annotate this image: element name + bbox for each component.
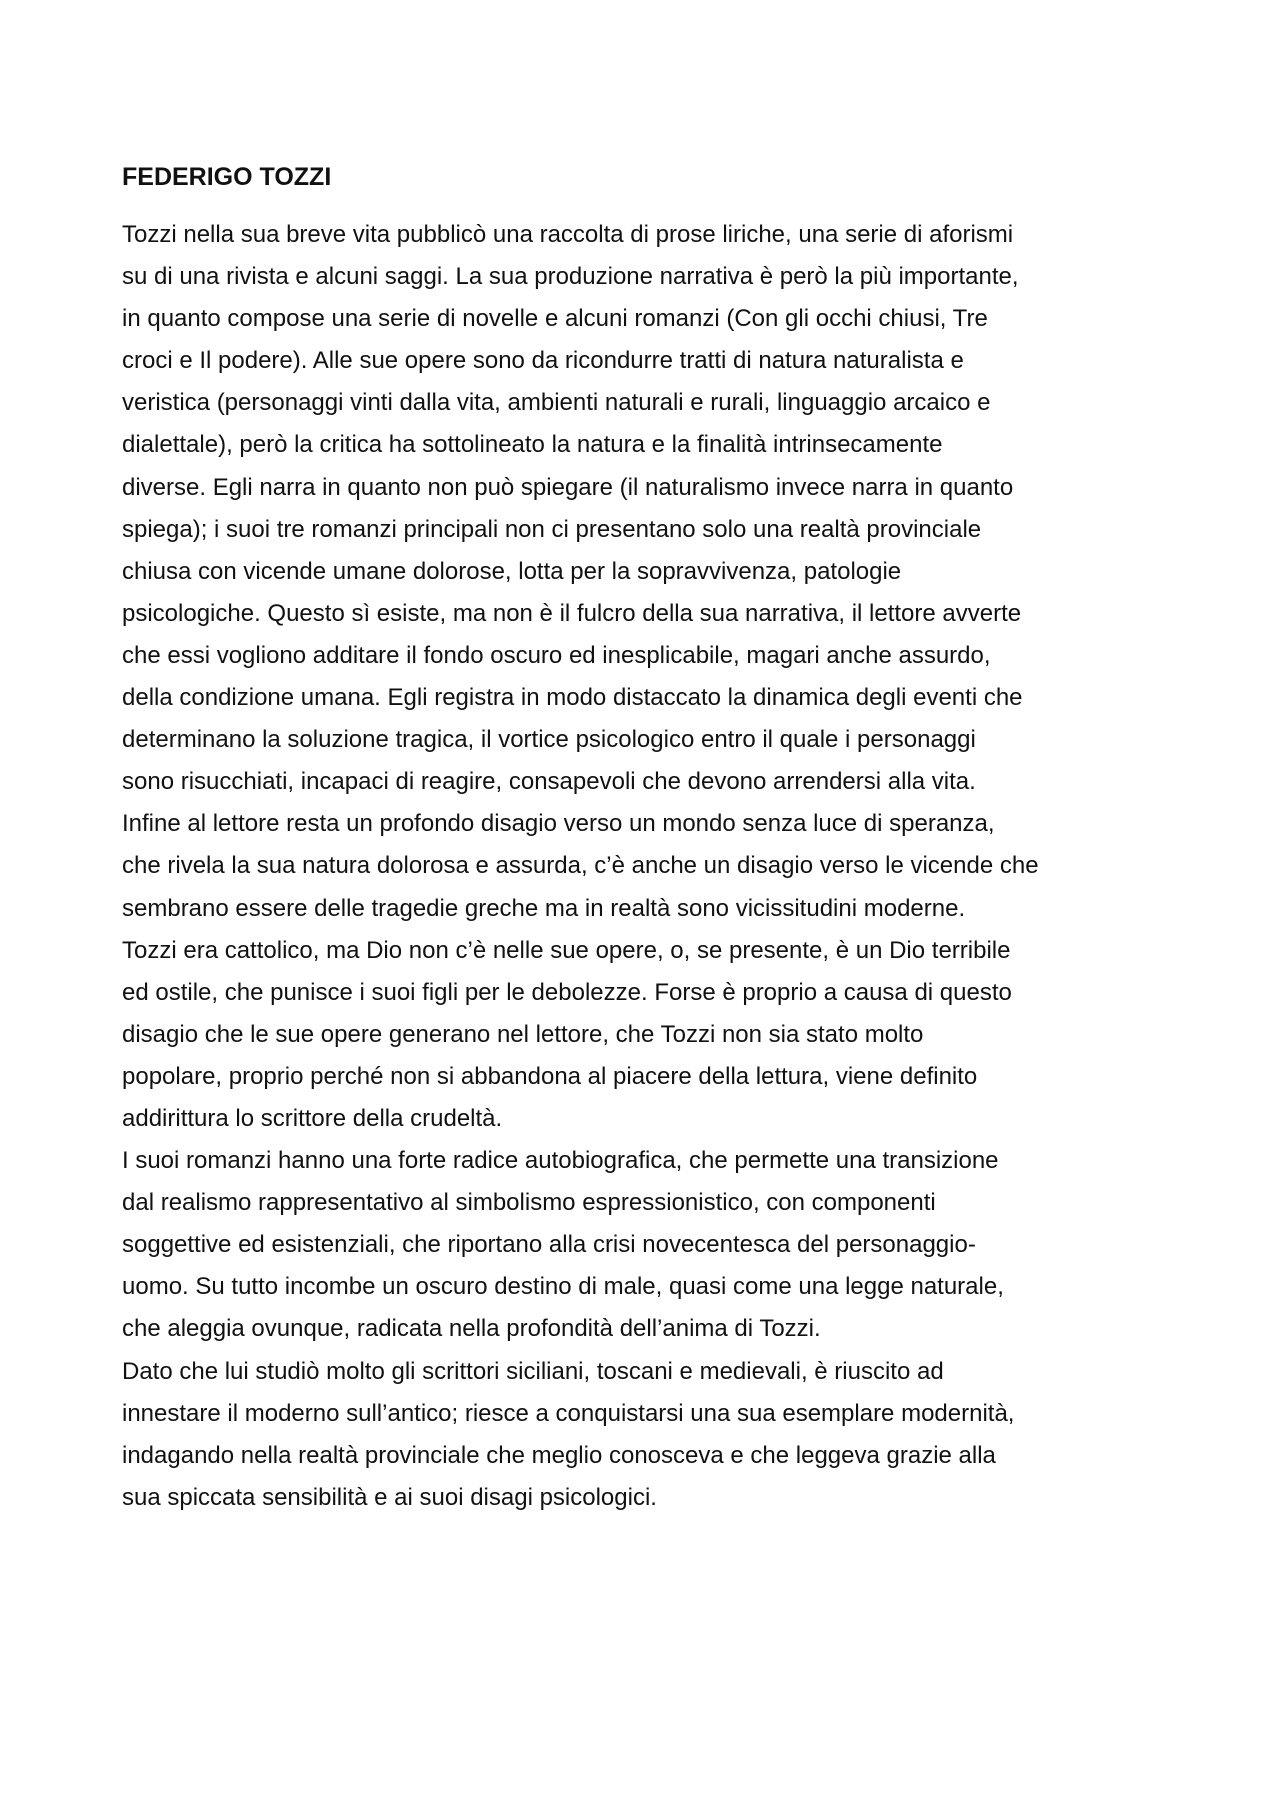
text-line: innestare il moderno sull’antico; riesce a conquistarsi una sua esemplare modernità, [122,1399,1015,1427]
text-line: chiusa con vicende umane dolorose, lotta per la sopravvivenza, patologie [122,557,902,585]
text-line: della condizione umana. Egli registra in modo distaccato la dinamica degli eventi che [122,684,1023,712]
text-line: sono risucchiati, incapaci di reagire, consapevoli che devono arrendersi alla vita. [122,768,976,796]
text-line: addirittura lo scrittore della crudeltà. [122,1104,503,1132]
text-line: veristica (personaggi vinti dalla vita, ambienti naturali e rurali, linguaggio arcaico e [122,389,991,417]
document-content [122,160,1172,1519]
text-line: ed ostile, che punisce i suoi figli per le debolezze. Forse è proprio a causa di questo [122,978,1012,1006]
text-line: dialettale), però la critica ha sottolineato la natura e la finalità intrinsecamente [122,431,943,459]
text-line: Tozzi era cattolico, ma Dio non c’è nelle sue opere, o, se presente, è un Dio terribile [122,936,1011,964]
text-line: determinano la soluzione tragica, il vortice psicologico entro il quale i personaggi [122,726,976,754]
text-line: sembrano essere delle tragedie greche ma in realtà sono vicissitudini moderne. [122,894,966,922]
text-line: su di una rivista e alcuni saggi. La sua produzione narrativa è però la più importante, [122,263,1019,291]
text-line: che essi vogliono additare il fondo oscuro ed inesplicabile, magari anche assurdo, [122,641,991,669]
text-line: I suoi romanzi hanno una forte radice autobiografica, che permette una transizione [122,1147,999,1175]
text-line: Tozzi nella sua breve vita pubblicò una raccolta di prose liriche, una serie di aforismi [122,221,1014,248]
document-body [122,214,1172,1519]
text-line: indagando nella realtà provinciale che meglio conosceva e che leggeva grazie alla [122,1441,996,1469]
text-line: Dato che lui studiò molto gli scrittori siciliani, toscani e medievali, è riuscito ad [122,1357,944,1385]
text-line: disagio che le sue opere generano nel lettore, che Tozzi non sia stato molto [122,1020,924,1048]
text-line: che rivela la sua natura dolorosa e assurda, c’è anche un disagio verso le vicende che [122,852,1039,880]
text-line: psicologiche. Questo sì esiste, ma non è il fulcro della sua narrativa, il lettore avverte [122,599,1022,627]
text-line: dal realismo rappresentativo al simbolismo espressionistico, con componenti [122,1189,936,1217]
document-title: FEDERIGO TOZZI [122,163,332,191]
text-line: diverse. Egli narra in quanto non può spiegare (il naturalismo invece narra in quanto [122,473,1014,501]
text-line: in quanto compose una serie di novelle e alcuni romanzi (Con gli occhi chiusi, Tre [122,305,988,333]
text-line: Infine al lettore resta un profondo disagio verso un mondo senza luce di speranza, [122,810,995,838]
text-line: che aleggia ovunque, radicata nella profondità dell’anima di Tozzi. [122,1315,821,1343]
text-line: spiega); i suoi tre romanzi principali non ci presentano solo una realtà provinciale [122,515,982,543]
text-line: uomo. Su tutto incombe un oscuro destino di male, quasi come una legge naturale, [122,1273,1004,1301]
text-line: soggettive ed esistenziali, che riportano alla crisi novecentesca del personaggio- [122,1231,976,1259]
text-line: sua spiccata sensibilità e ai suoi disagi psicologici. [122,1483,657,1511]
text-line: popolare, proprio perché non si abbandona al piacere della lettura, viene definito [122,1062,978,1090]
text-line: croci e Il podere). Alle sue opere sono da ricondurre tratti di natura naturalista e [122,347,964,375]
